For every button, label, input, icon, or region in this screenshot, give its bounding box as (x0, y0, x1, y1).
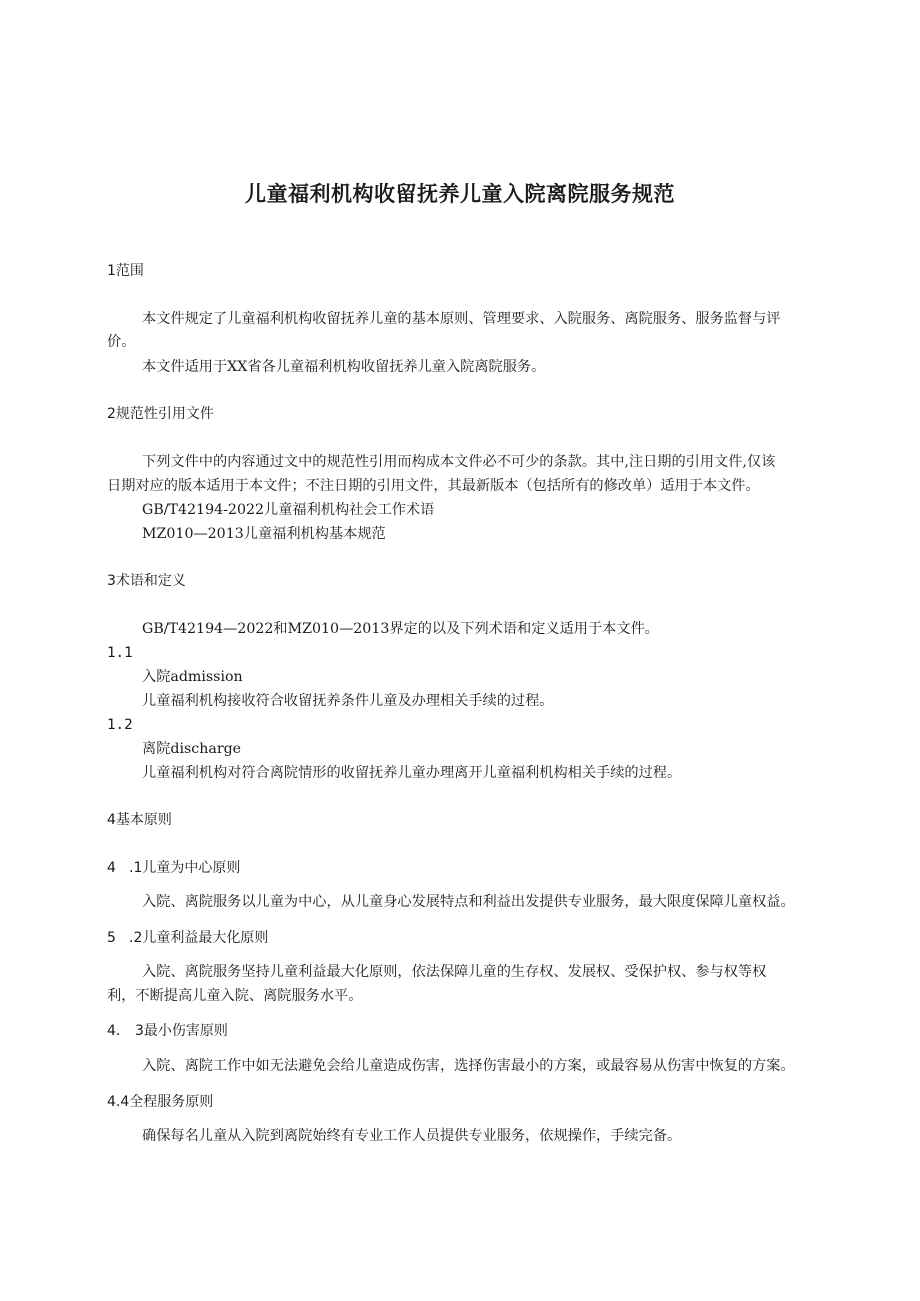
term-2-number: 1.2 (107, 717, 133, 733)
clause-4-1-title: .1儿童为中心原则 (129, 860, 241, 876)
section-3-heading: 3术语和定义 (107, 573, 186, 589)
clause-4-1-text: 入院、离院服务以儿童为中心，从儿童身心发展特点和利益出发提供专业服务，最大限度保障儿童权益。 (142, 894, 795, 910)
term-1-number: 1.1 (107, 645, 133, 661)
s1-paragraph-1-line-1: 本文件规定了儿童福利机构收留抚养儿童的基本原则、管理要求、入院服务、离院服务、服务监督与评 (142, 311, 781, 327)
clause-4-4-title: 4.4全程服务原则 (107, 1094, 214, 1110)
s2-paragraph-line-1: 下列文件中的内容通过文中的规范性引用而构成本文件必不可少的条款。其中,注日期的引用文件,仅该 (142, 454, 776, 470)
clause-4-4-text: 确保每名儿童从入院到离院始终有专业工作人员提供专业服务，依规操作，手续完备。 (142, 1128, 682, 1144)
s2-paragraph-line-2: 日期对应的版本适用于本文件；不注日期的引用文件，其最新版本（包括所有的修改单）适用于本文件。 (107, 478, 760, 494)
s3-intro: GB/T42194—2022和MZ010—2013界定的以及下列术语和定义适用于本文件。 (142, 621, 659, 637)
clause-4-2-title: .2儿童利益最大化原则 (129, 930, 269, 946)
section-1-heading: 1范围 (107, 263, 144, 279)
clause-4-3-number: 4. (107, 1023, 121, 1039)
s1-paragraph-1-line-2: 价。 (107, 334, 136, 350)
term-2-definition: 儿童福利机构对符合离院情形的收留抚养儿童办理离开儿童福利机构相关手续的过程。 (142, 765, 682, 781)
document-title: 儿童福利机构收留抚养儿童入院离院服务规范 (245, 182, 675, 206)
clause-4-2-number: 5 (107, 930, 116, 946)
s1-paragraph-2: 本文件适用于XX省各儿童福利机构收留抚养儿童入院离院服务。 (142, 359, 546, 375)
term-1-definition: 儿童福利机构接收符合收留抚养条件儿童及办理相关手续的过程。 (142, 693, 554, 709)
clause-4-2-text-line-1: 入院、离院服务坚持儿童利益最大化原则，依法保障儿童的生存权、发展权、受保护权、参与权等权 (142, 964, 767, 980)
clause-4-3-title: 3最小伤害原则 (135, 1023, 228, 1039)
clause-4-3-text: 入院、离院工作中如无法避免会给儿童造成伤害，选择伤害最小的方案，或最容易从伤害中恢复的方案。 (142, 1058, 795, 1074)
normative-reference-2: MZ010—2013儿童福利机构基本规范 (142, 526, 386, 542)
section-2-heading: 2规范性引用文件 (107, 406, 214, 422)
clause-4-2-text-line-2: 利，不断提高儿童入院、离院服务水平。 (107, 988, 363, 1004)
section-4-heading: 4基本原则 (107, 812, 172, 828)
term-2-name: 离院discharge (142, 741, 242, 757)
clause-4-1-number: 4 (107, 860, 116, 876)
term-1-name: 入院admission (142, 669, 243, 685)
normative-reference-1: GB/T42194-2022儿童福利机构社会工作术语 (142, 502, 435, 518)
